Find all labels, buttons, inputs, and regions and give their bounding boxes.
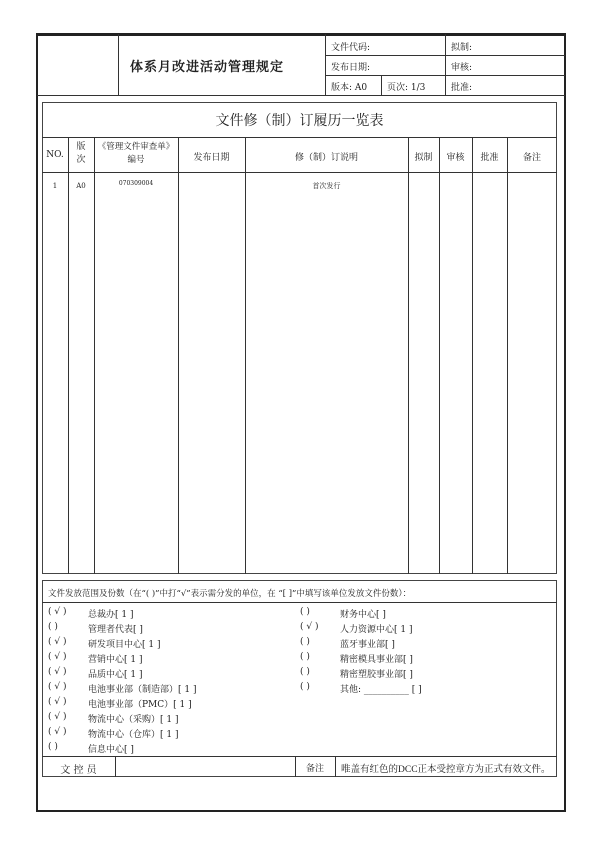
column-divider: [439, 137, 440, 574]
history-title: 文件修（制）订履历一览表: [215, 113, 384, 129]
col-reviewed: 审核: [446, 153, 465, 163]
checkbox[interactable]: ( √ ): [48, 607, 67, 617]
unit-label: 电池事业部（PMC）[ 1 ]: [88, 700, 192, 710]
checkbox[interactable]: ( √ ): [48, 667, 67, 677]
unit-label: 精密模具事业部[ ]: [340, 655, 413, 665]
drafted-label: 拟制:: [451, 43, 473, 53]
version-label: 版本: A0: [331, 83, 368, 93]
column-divider: [178, 137, 179, 574]
row-review-no: 070309004: [118, 180, 154, 187]
row-description: 首次发行: [312, 182, 341, 190]
unit-label: 物流中心（采购）[ 1 ]: [88, 715, 179, 725]
doc-code-label: 文件代码:: [331, 43, 371, 53]
footer-remark-text: 唯盖有红色的DCC正本受控章方为正式有效文件。: [341, 765, 551, 775]
col-version: 版 次: [76, 142, 86, 165]
column-divider: [507, 137, 508, 574]
col-drafted: 拟制: [414, 153, 433, 163]
unit-label: 品质中心[ 1 ]: [88, 670, 143, 680]
col-remark: 备注: [522, 153, 541, 163]
column-divider: [68, 137, 69, 574]
row-version: A0: [76, 182, 86, 190]
col-date: 发布日期: [193, 153, 230, 163]
unit-label: 人力资源中心[ 1 ]: [340, 625, 413, 635]
checkbox[interactable]: ( ): [48, 742, 58, 752]
column-divider: [245, 137, 246, 574]
column-divider: [408, 137, 409, 574]
col-approved: 批准: [480, 153, 499, 163]
footer-remark-label: 备注: [305, 764, 324, 774]
column-divider: [472, 137, 473, 574]
checkbox[interactable]: ( ): [300, 637, 310, 647]
checkbox[interactable]: ( ): [300, 682, 310, 692]
distribution-instruction: 文件发放范围及份数（在“( )”中打“√”表示需分发的单位，在 “[ ]”中填写该单位发放文件份数）：: [48, 589, 412, 599]
unit-label: 蓝牙事业部[ ]: [340, 640, 395, 650]
checkbox[interactable]: ( ): [300, 607, 310, 617]
document-title: 体系月改进活动管理规定: [130, 60, 285, 75]
release-date-label: 发布日期:: [331, 63, 371, 73]
dcc-label: 文 控 员: [60, 765, 97, 776]
unit-label: 信息中心[ ]: [88, 745, 134, 755]
checkbox[interactable]: ( √ ): [48, 652, 67, 662]
unit-label: 精密塑胶事业部[ ]: [340, 670, 413, 680]
unit-label: 管理者代表[ ]: [88, 625, 143, 635]
unit-label: 总裁办[ 1 ]: [88, 610, 134, 620]
checkbox[interactable]: ( √ ): [48, 682, 67, 692]
checkbox[interactable]: ( ): [48, 622, 58, 632]
unit-label: 物流中心（仓库）[ 1 ]: [88, 730, 179, 740]
checkbox[interactable]: ( ): [300, 652, 310, 662]
checkbox[interactable]: ( √ ): [300, 622, 319, 632]
column-divider: [94, 137, 95, 574]
page-label: 页次: 1/3: [387, 83, 426, 93]
unit-label: 财务中心[ ]: [340, 610, 386, 620]
row-no: 1: [52, 182, 58, 190]
checkbox[interactable]: ( √ ): [48, 637, 67, 647]
checkbox[interactable]: ( ): [300, 667, 310, 677]
unit-label: 营销中心[ 1 ]: [88, 655, 143, 665]
col-no: NO.: [46, 150, 64, 160]
unit-label: 研发项目中心[ 1 ]: [88, 640, 161, 650]
checkbox[interactable]: ( √ ): [48, 727, 67, 737]
unit-label: 电池事业部（制造部）[ 1 ]: [88, 685, 197, 695]
reviewed-label: 审核:: [451, 63, 473, 73]
col-description: 修（制）订说明: [294, 153, 358, 163]
unit-label: 其他: __________ [ ]: [340, 685, 422, 695]
col-review-no: 《管理文件审查单》 编号: [97, 142, 175, 165]
approved-label: 批准:: [451, 83, 473, 93]
checkbox[interactable]: ( √ ): [48, 712, 67, 722]
checkbox[interactable]: ( √ ): [48, 697, 67, 707]
